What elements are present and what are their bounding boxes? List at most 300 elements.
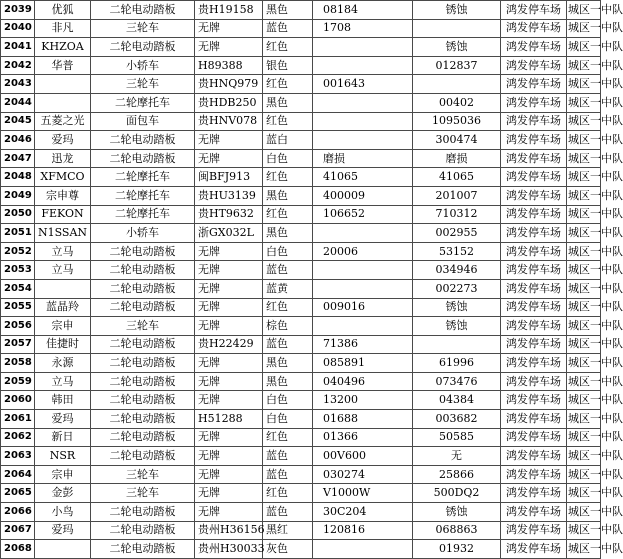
vehicle-type-cell: 二轮电动踏板 [91,298,195,317]
brand-cell: 永源 [35,354,91,373]
record-id: 2053 [1,261,35,280]
record-id: 2057 [1,335,35,354]
table-row [1,93,601,112]
frame-number-cell: 201007 [413,186,501,205]
brand-cell: 小鸟 [35,503,91,522]
engine-number-cell: 30C204 [313,503,413,522]
storage-location-cell: 鸿发停车场 [501,186,567,205]
table-row [1,317,601,336]
vehicle-type-cell: 三轮车 [91,465,195,484]
color-cell: 白色 [263,391,313,410]
engine-number-cell: 20006 [313,242,413,261]
brand-cell: 非凡 [35,19,91,38]
unit-cell: 城区一中队 [567,354,601,373]
color-cell: 红色 [263,75,313,94]
table-row [1,261,601,280]
storage-location-cell: 鸿发停车场 [501,335,567,354]
record-id: 2042 [1,56,35,75]
brand-cell: 宗申 [35,317,91,336]
table-row [1,38,601,57]
color-cell: 黑色 [263,93,313,112]
color-cell: 黑色 [263,1,313,20]
record-id: 2044 [1,93,35,112]
brand-cell: 新日 [35,428,91,447]
frame-number-cell: 磨损 [413,149,501,168]
frame-number-cell: 50585 [413,428,501,447]
engine-number-cell: 41065 [313,168,413,187]
plate-cell: 无牌 [195,261,263,280]
color-cell: 白色 [263,149,313,168]
table-row [1,465,601,484]
vehicle-type-cell: 二轮电动踏板 [91,38,195,57]
plate-cell: H51288 [195,410,263,429]
table-row [1,354,601,373]
table-row [1,224,601,243]
unit-cell: 城区一中队 [567,540,601,559]
record-id: 2047 [1,149,35,168]
color-cell: 蓝色 [263,335,313,354]
unit-cell: 城区一中队 [567,38,601,57]
table-row [1,428,601,447]
table-row [1,503,601,522]
table-row [1,242,601,261]
unit-cell: 城区一中队 [567,186,601,205]
brand-cell: 立马 [35,242,91,261]
table-row [1,540,601,559]
table-row [1,112,601,131]
table-row [1,447,601,466]
engine-number-cell: 磨损 [313,149,413,168]
frame-number-cell: 41065 [413,168,501,187]
table-row [1,168,601,187]
record-id: 2060 [1,391,35,410]
engine-number-cell: 01688 [313,410,413,429]
record-id: 2061 [1,410,35,429]
engine-number-cell: 009016 [313,298,413,317]
engine-number-cell: 001643 [313,75,413,94]
vehicle-type-cell: 二轮电动踏板 [91,261,195,280]
table-row [1,186,601,205]
unit-cell: 城区一中队 [567,503,601,522]
storage-location-cell: 鸿发停车场 [501,224,567,243]
record-id: 2065 [1,484,35,503]
brand-cell: FEKON [35,205,91,224]
engine-number-cell: 01366 [313,428,413,447]
brand-cell: XFMCO [35,168,91,187]
engine-number-cell: 040496 [313,372,413,391]
frame-number-cell: 锈蚀 [413,298,501,317]
color-cell: 黑红 [263,521,313,540]
brand-cell: 爱玛 [35,131,91,150]
color-cell: 棕色 [263,317,313,336]
frame-number-cell: 034946 [413,261,501,280]
vehicle-type-cell: 二轮电动踏板 [91,540,195,559]
record-id: 2043 [1,75,35,94]
record-id: 2054 [1,279,35,298]
frame-number-cell: 25866 [413,465,501,484]
engine-number-cell [313,56,413,75]
plate-cell: 贵H22429 [195,335,263,354]
frame-number-cell: 002273 [413,279,501,298]
brand-cell [35,279,91,298]
color-cell: 红色 [263,428,313,447]
storage-location-cell: 鸿发停车场 [501,131,567,150]
engine-number-cell [313,112,413,131]
plate-cell: 贵州H30033 [195,540,263,559]
engine-number-cell: 400009 [313,186,413,205]
vehicle-type-cell: 二轮电动踏板 [91,521,195,540]
unit-cell: 城区一中队 [567,521,601,540]
record-id: 2040 [1,19,35,38]
storage-location-cell: 鸿发停车场 [501,168,567,187]
color-cell: 黑色 [263,354,313,373]
plate-cell: 无牌 [195,19,263,38]
frame-number-cell: 01932 [413,540,501,559]
storage-location-cell: 鸿发停车场 [501,112,567,131]
table-row [1,1,601,20]
frame-number-cell: 00402 [413,93,501,112]
brand-cell: 爱玛 [35,410,91,429]
unit-cell: 城区一中队 [567,484,601,503]
color-cell: 白色 [263,410,313,429]
storage-location-cell: 鸿发停车场 [501,410,567,429]
vehicle-type-cell: 二轮摩托车 [91,205,195,224]
unit-cell: 城区一中队 [567,428,601,447]
frame-number-cell: 710312 [413,205,501,224]
storage-location-cell: 鸿发停车场 [501,521,567,540]
plate-cell: 贵州H36156 [195,521,263,540]
engine-number-cell: V1000W [313,484,413,503]
frame-number-cell [413,335,501,354]
unit-cell: 城区一中队 [567,298,601,317]
frame-number-cell: 53152 [413,242,501,261]
engine-number-cell: 030274 [313,465,413,484]
vehicle-type-cell: 三轮车 [91,75,195,94]
vehicle-type-cell: 二轮摩托车 [91,186,195,205]
plate-cell: 无牌 [195,465,263,484]
engine-number-cell: 1708 [313,19,413,38]
vehicle-type-cell: 二轮电动踏板 [91,503,195,522]
unit-cell: 城区一中队 [567,372,601,391]
color-cell: 红色 [263,38,313,57]
brand-cell: 佳捷时 [35,335,91,354]
color-cell: 红色 [263,298,313,317]
frame-number-cell: 068863 [413,521,501,540]
storage-location-cell: 鸿发停车场 [501,540,567,559]
unit-cell: 城区一中队 [567,149,601,168]
table-row [1,205,601,224]
storage-location-cell: 鸿发停车场 [501,242,567,261]
storage-location-cell: 鸿发停车场 [501,149,567,168]
engine-number-cell [313,261,413,280]
engine-number-cell: 08184 [313,1,413,20]
plate-cell: H89388 [195,56,263,75]
table-row [1,391,601,410]
color-cell: 红色 [263,205,313,224]
vehicle-type-cell: 三轮车 [91,317,195,336]
frame-number-cell: 无 [413,447,501,466]
plate-cell: 无牌 [195,149,263,168]
plate-cell: 贵HDB250 [195,93,263,112]
unit-cell: 城区一中队 [567,56,601,75]
engine-number-cell: 085891 [313,354,413,373]
frame-number-cell: 002955 [413,224,501,243]
table-row [1,279,601,298]
record-id: 2039 [1,1,35,20]
table-row [1,298,601,317]
vehicle-type-cell: 面包车 [91,112,195,131]
plate-cell: 无牌 [195,279,263,298]
storage-location-cell: 鸿发停车场 [501,279,567,298]
brand-cell: 华普 [35,56,91,75]
vehicle-type-cell: 二轮摩托车 [91,168,195,187]
unit-cell: 城区一中队 [567,242,601,261]
plate-cell: 无牌 [195,242,263,261]
storage-location-cell: 鸿发停车场 [501,465,567,484]
table-row [1,19,601,38]
table-row [1,131,601,150]
record-id: 2059 [1,372,35,391]
frame-number-cell: 锈蚀 [413,38,501,57]
table-row [1,56,601,75]
engine-number-cell [313,224,413,243]
unit-cell: 城区一中队 [567,205,601,224]
storage-location-cell: 鸿发停车场 [501,1,567,20]
vehicle-type-cell: 三轮车 [91,484,195,503]
color-cell: 蓝色 [263,261,313,280]
record-id: 2068 [1,540,35,559]
color-cell: 白色 [263,242,313,261]
plate-cell: 贵H19158 [195,1,263,20]
color-cell: 黑色 [263,372,313,391]
unit-cell: 城区一中队 [567,261,601,280]
brand-cell: 五菱之光 [35,112,91,131]
color-cell: 红色 [263,168,313,187]
brand-cell: 蓝晶羚 [35,298,91,317]
plate-cell: 贵HNQ979 [195,75,263,94]
frame-number-cell: 锈蚀 [413,1,501,20]
storage-location-cell: 鸿发停车场 [501,503,567,522]
plate-cell: 无牌 [195,131,263,150]
record-id: 2062 [1,428,35,447]
brand-cell [35,93,91,112]
record-id: 2041 [1,38,35,57]
color-cell: 红色 [263,484,313,503]
vehicle-type-cell: 二轮电动踏板 [91,1,195,20]
table-row [1,335,601,354]
unit-cell: 城区一中队 [567,75,601,94]
brand-cell: 迅龙 [35,149,91,168]
brand-cell: 韩田 [35,391,91,410]
table-row [1,410,601,429]
vehicle-type-cell: 二轮摩托车 [91,93,195,112]
record-id: 2049 [1,186,35,205]
record-id: 2066 [1,503,35,522]
storage-location-cell: 鸿发停车场 [501,19,567,38]
brand-cell: 金彭 [35,484,91,503]
vehicle-type-cell: 二轮电动踏板 [91,131,195,150]
vehicle-type-cell: 二轮电动踏板 [91,447,195,466]
vehicle-type-cell: 三轮车 [91,19,195,38]
color-cell: 银色 [263,56,313,75]
color-cell: 蓝色 [263,503,313,522]
brand-cell [35,540,91,559]
plate-cell: 无牌 [195,317,263,336]
color-cell: 黑色 [263,186,313,205]
brand-cell: 立马 [35,372,91,391]
plate-cell: 无牌 [195,447,263,466]
unit-cell: 城区一中队 [567,447,601,466]
engine-number-cell [313,38,413,57]
storage-location-cell: 鸿发停车场 [501,205,567,224]
frame-number-cell: 500DQ2 [413,484,501,503]
plate-cell: 贵HNV078 [195,112,263,131]
record-id: 2046 [1,131,35,150]
plate-cell: 无牌 [195,372,263,391]
unit-cell: 城区一中队 [567,391,601,410]
table-body [1,1,623,559]
record-id: 2067 [1,521,35,540]
vehicle-type-cell: 二轮电动踏板 [91,410,195,429]
frame-number-cell: 1095036 [413,112,501,131]
storage-location-cell: 鸿发停车场 [501,56,567,75]
color-cell: 黑色 [263,224,313,243]
storage-location-cell: 鸿发停车场 [501,93,567,112]
unit-cell: 城区一中队 [567,224,601,243]
vehicle-type-cell: 二轮电动踏板 [91,335,195,354]
table-row [1,521,601,540]
engine-number-cell [313,279,413,298]
record-id: 2045 [1,112,35,131]
storage-location-cell: 鸿发停车场 [501,372,567,391]
color-cell: 蓝色 [263,19,313,38]
plate-cell: 闽BFJ913 [195,168,263,187]
vehicle-type-cell: 二轮电动踏板 [91,354,195,373]
table-row [1,372,601,391]
frame-number-cell: 300474 [413,131,501,150]
brand-cell: 爱玛 [35,521,91,540]
plate-cell: 无牌 [195,503,263,522]
storage-location-cell: 鸿发停车场 [501,261,567,280]
brand-cell: 宗申 [35,465,91,484]
record-id: 2055 [1,298,35,317]
color-cell: 蓝白 [263,131,313,150]
frame-number-cell [413,75,501,94]
brand-cell: 优狐 [35,1,91,20]
record-id: 2050 [1,205,35,224]
brand-cell [35,75,91,94]
brand-cell: 宗申尊 [35,186,91,205]
plate-cell: 无牌 [195,428,263,447]
brand-cell: 立马 [35,261,91,280]
vehicle-type-cell: 二轮电动踏板 [91,149,195,168]
storage-location-cell: 鸿发停车场 [501,391,567,410]
unit-cell: 城区一中队 [567,168,601,187]
vehicle-type-cell: 二轮电动踏板 [91,391,195,410]
plate-cell: 无牌 [195,484,263,503]
brand-cell: KHZOA [35,38,91,57]
record-id: 2058 [1,354,35,373]
unit-cell: 城区一中队 [567,465,601,484]
plate-cell: 无牌 [195,38,263,57]
unit-cell: 城区一中队 [567,131,601,150]
vehicle-type-cell: 二轮电动踏板 [91,372,195,391]
record-id: 2051 [1,224,35,243]
plate-cell: 无牌 [195,298,263,317]
color-cell: 蓝黄 [263,279,313,298]
color-cell: 红色 [263,112,313,131]
plate-cell: 浙GX032L [195,224,263,243]
plate-cell: 无牌 [195,354,263,373]
brand-cell: NSR [35,447,91,466]
record-id: 2052 [1,242,35,261]
vehicle-type-cell: 小轿车 [91,56,195,75]
vehicle-type-cell: 小轿车 [91,224,195,243]
vehicle-type-cell: 二轮电动踏板 [91,242,195,261]
vehicle-type-cell: 二轮电动踏板 [91,428,195,447]
storage-location-cell: 鸿发停车场 [501,484,567,503]
frame-number-cell: 003682 [413,410,501,429]
color-cell: 灰色 [263,540,313,559]
engine-number-cell: 13200 [313,391,413,410]
unit-cell: 城区一中队 [567,335,601,354]
unit-cell: 城区一中队 [567,19,601,38]
record-id: 2064 [1,465,35,484]
storage-location-cell: 鸿发停车场 [501,38,567,57]
storage-location-cell: 鸿发停车场 [501,354,567,373]
unit-cell: 城区一中队 [567,1,601,20]
plate-cell: 贵HU3139 [195,186,263,205]
frame-number-cell: 04384 [413,391,501,410]
engine-number-cell [313,540,413,559]
table-row [1,75,601,94]
storage-location-cell: 鸿发停车场 [501,428,567,447]
unit-cell: 城区一中队 [567,112,601,131]
engine-number-cell [313,131,413,150]
storage-location-cell: 鸿发停车场 [501,75,567,94]
unit-cell: 城区一中队 [567,410,601,429]
unit-cell: 城区一中队 [567,279,601,298]
unit-cell: 城区一中队 [567,93,601,112]
record-id: 2056 [1,317,35,336]
frame-number-cell: 锈蚀 [413,503,501,522]
color-cell: 蓝色 [263,447,313,466]
frame-number-cell [413,19,501,38]
storage-location-cell: 鸿发停车场 [501,317,567,336]
frame-number-cell: 073476 [413,372,501,391]
frame-number-cell: 锈蚀 [413,317,501,336]
unit-cell: 城区一中队 [567,317,601,336]
table-row [1,149,601,168]
plate-cell: 贵HT9632 [195,205,263,224]
engine-number-cell [313,93,413,112]
storage-location-cell: 鸿发停车场 [501,298,567,317]
storage-location-cell: 鸿发停车场 [501,447,567,466]
frame-number-cell: 61996 [413,354,501,373]
plate-cell: 无牌 [195,391,263,410]
engine-number-cell: 00V600 [313,447,413,466]
color-cell: 蓝色 [263,465,313,484]
engine-number-cell: 106652 [313,205,413,224]
engine-number-cell: 120816 [313,521,413,540]
engine-number-cell [313,317,413,336]
engine-number-cell: 71386 [313,335,413,354]
record-id: 2048 [1,168,35,187]
table-row [1,484,601,503]
record-id: 2063 [1,447,35,466]
frame-number-cell: 012837 [413,56,501,75]
vehicle-type-cell: 二轮电动踏板 [91,279,195,298]
